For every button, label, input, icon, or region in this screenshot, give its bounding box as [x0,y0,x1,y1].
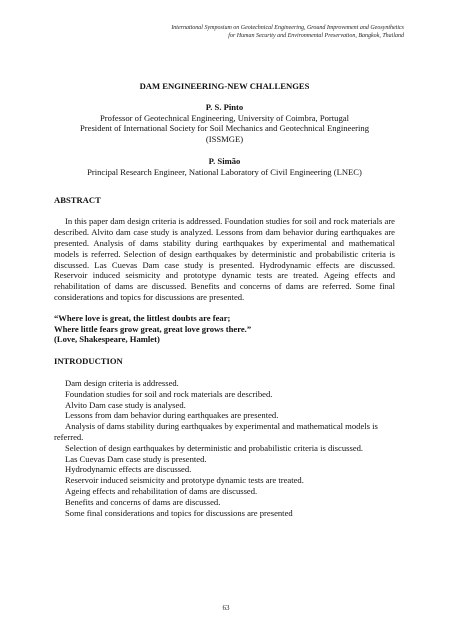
intro-item: Reservoir induced seismicity and prototype dynamic tests are treated. [65,475,304,486]
epigraph-quote [54,313,395,345]
page-content [54,81,395,518]
intro-item: Hydrodynamic effects are discussed. [65,464,192,475]
header-line-2: for Human Security and Environmental Preservation, Bangkok, Thailand [228,33,404,39]
intro-item: Alvito Dam case study is analysed. [65,399,186,410]
author-1-affiliation-3: (ISSMGE) [205,134,244,145]
quote-line-1: “Where love is great, the littlest doubts are fear; [54,312,231,323]
quote-line-2: Where little fears grow great, great love grows there.” [54,323,252,334]
quote-attribution: (Love, Shakespeare, Hamlet) [54,334,160,345]
intro-item: Selection of design earthquakes by deterministic and probabilistic criteria is discussed. [65,442,364,453]
intro-item: Las Cuevas Dam case study is presented. [65,453,207,464]
header-line-1: International Symposium on Geotechnical Engineering, Ground Improvement and Geosynthetics [171,25,404,31]
author-1-affiliation-1: Professor of Geotechnical Engineering, University of Coimbra, Portugal [100,112,349,123]
author-2-name: P. Simão [208,155,241,166]
intro-item: Lessons from dam behavior during earthquakes are presented. [65,410,279,421]
running-header [44,24,404,40]
introduction-list [54,378,395,518]
author-1-block [54,102,395,145]
introduction-heading: INTRODUCTION [54,356,123,367]
author-2-affiliation: Principal Research Engineer, National Laboratory of Civil Engineering (LNEC) [87,166,362,177]
abstract-heading: ABSTRACT [54,194,101,205]
intro-item: Ageing effects and rehabilitation of dams are discussed. [65,485,258,496]
abstract-body: In this paper dam design criteria is addressed. Foundation studies for soil and rock materials are described. Alvito dam case study is analyzed. Lessons from dam behavior during earthquakes are presented. Analysis of dams stability during earthquakes by experimental and mathematical models is referred. Selection of design earthquakes by deterministic and probabilistic criteria is discussed. Las Cuevas Dam case study is presented. Hydrodynamic effects are discussed. Reservoir induced seismicity and prototype dynamic tests are treated. Ageing effects and rehabilitation of dams are discussed. Benefits and concerns of dams are referred. Some final considerations and topics for discussions are presented. [54,216,395,302]
page-number: 63 [222,604,230,612]
intro-item: Analysis of dams stability during earthquakes by experimental and mathematical models is referred. [54,421,378,442]
intro-item: Benefits and concerns of dams are discussed. [65,496,221,507]
author-1-name: P. S. Pinto [205,101,244,112]
paper-title: DAM ENGINEERING-NEW CHALLENGES [139,81,310,91]
intro-item: Foundation studies for soil and rock materials are described. [65,388,273,399]
intro-item: Some final considerations and topics for discussions are presented [65,507,293,518]
intro-item: Dam design criteria is addressed. [65,377,179,388]
author-1-affiliation-2: President of International Society for Soil Mechanics and Geotechnical Engineering [80,123,369,134]
author-2-block [54,156,395,178]
